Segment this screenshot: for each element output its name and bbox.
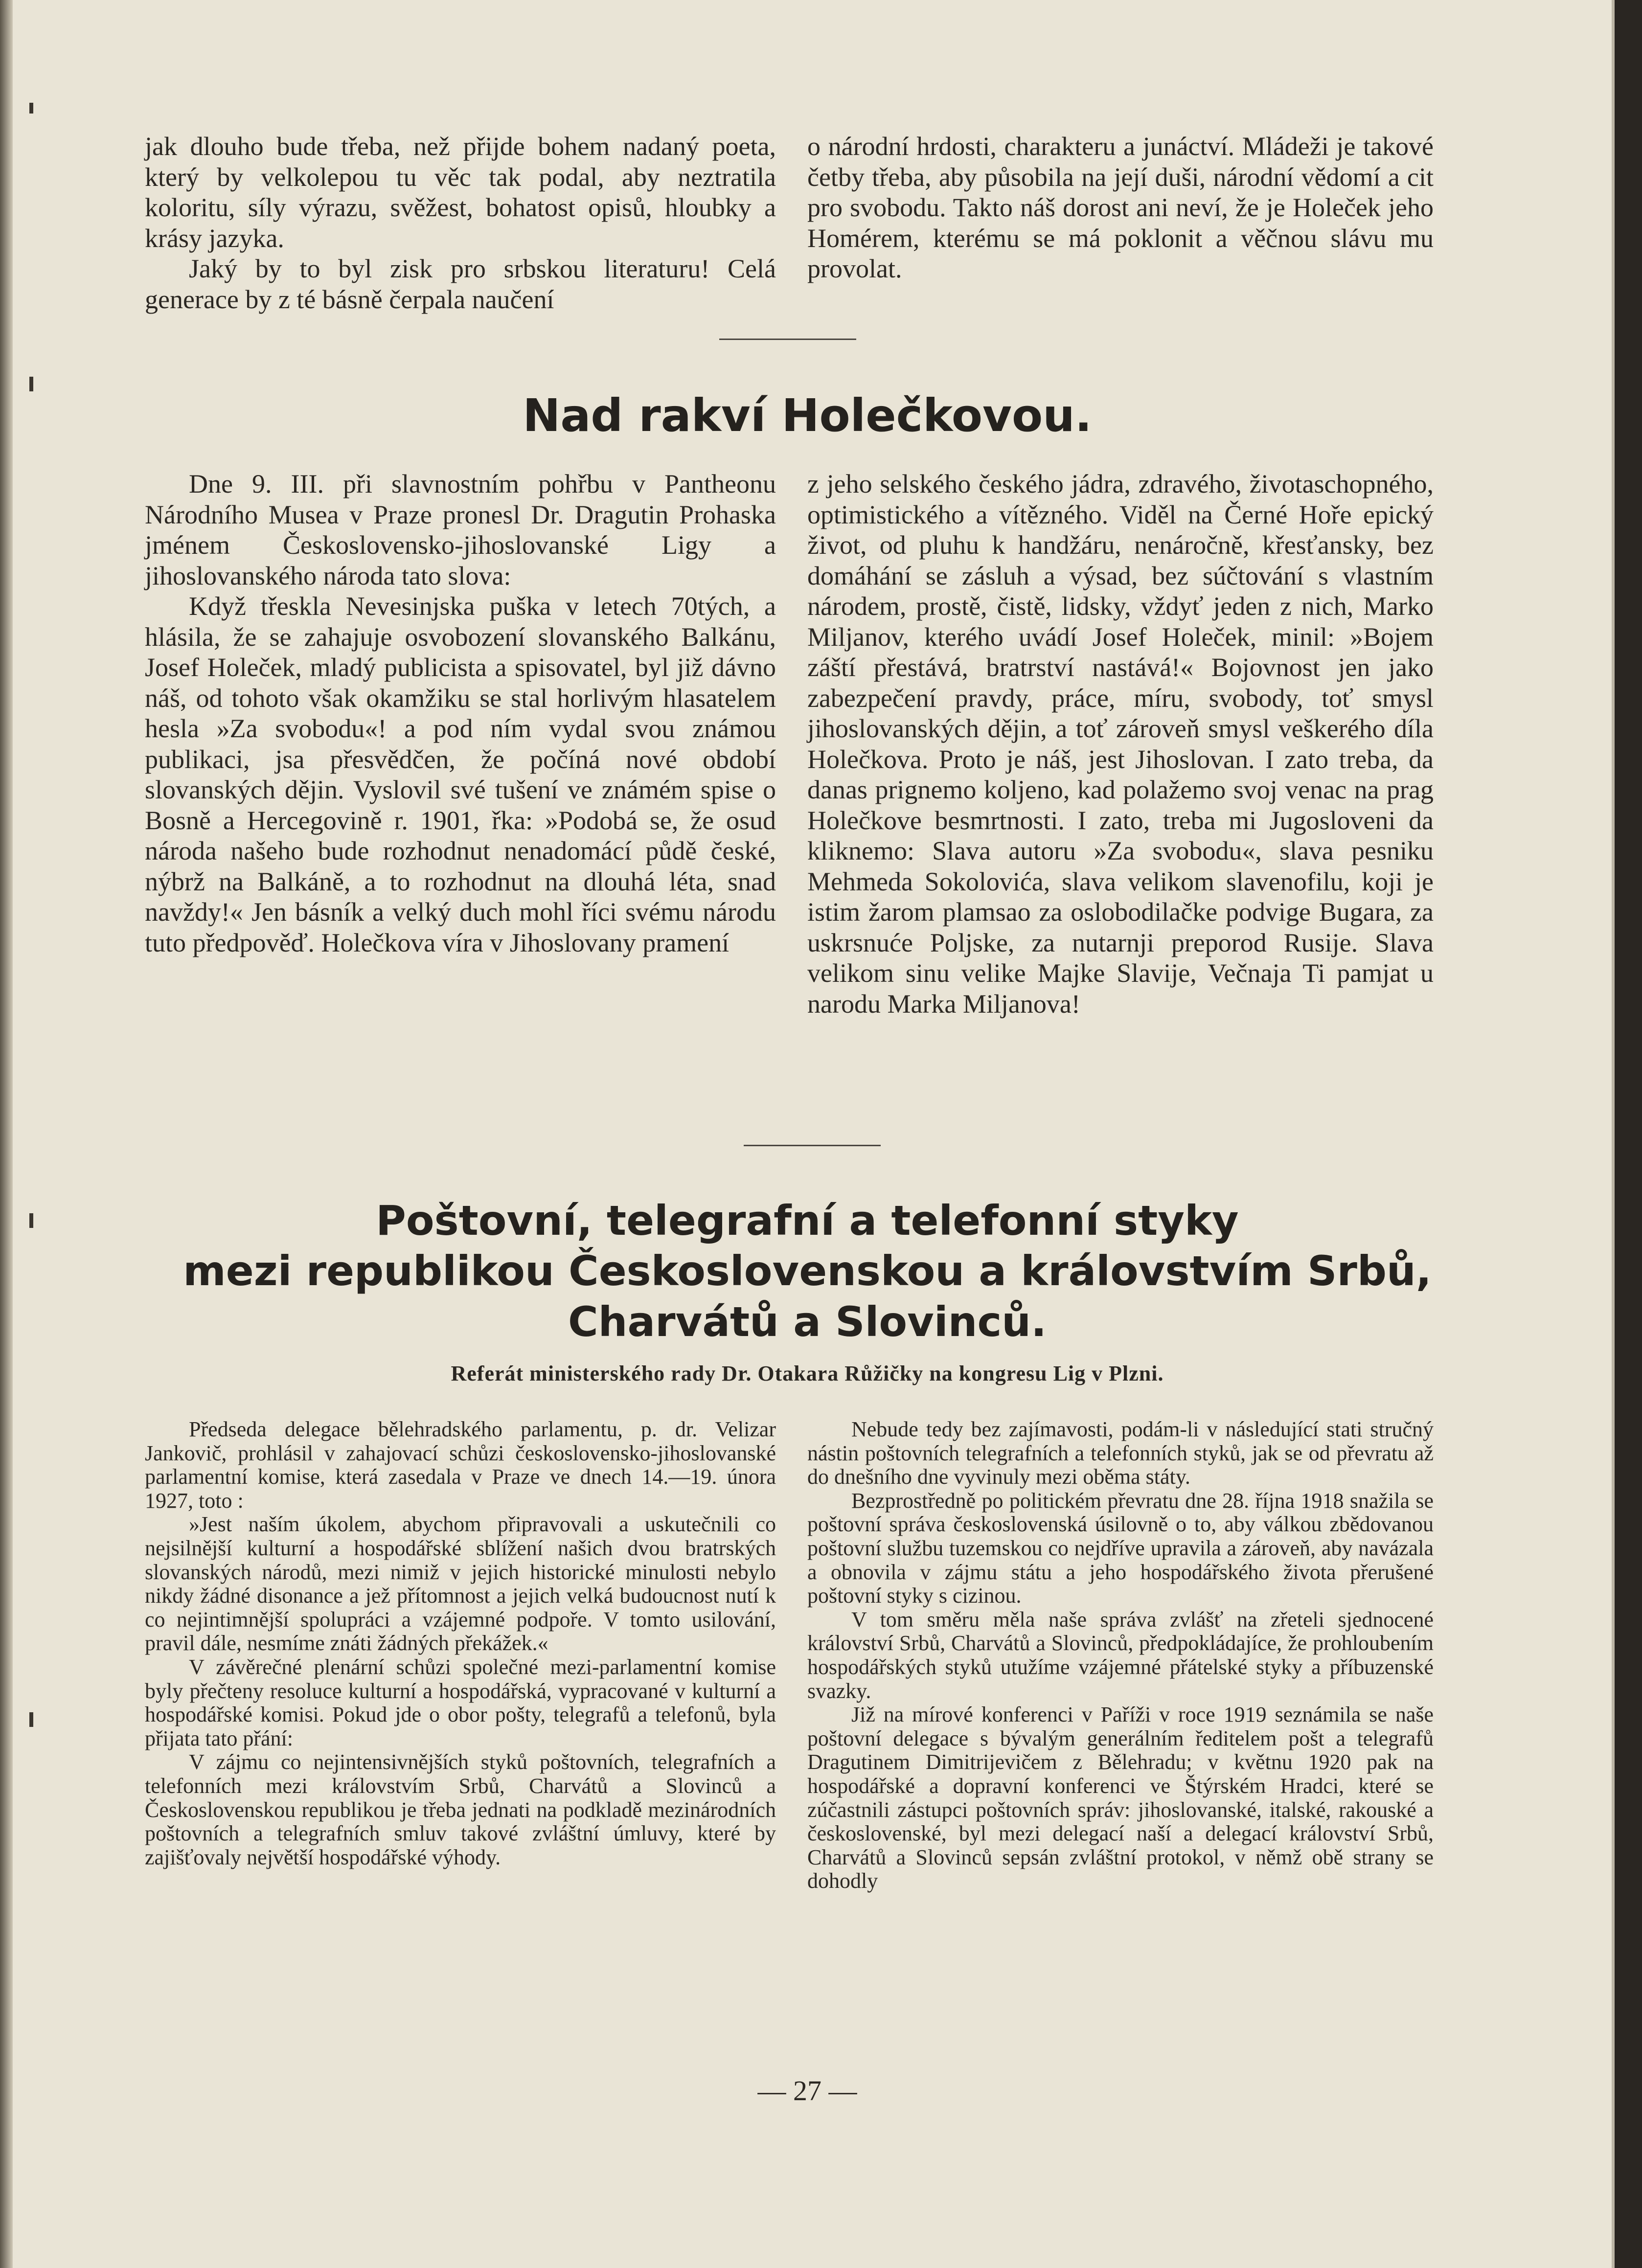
article-title-line-1: Poštovní, telegrafní a telefonní styky — [376, 1197, 1239, 1245]
section2-right-column — [807, 1418, 1434, 1893]
section-divider — [719, 339, 856, 340]
margin-mark — [29, 1712, 33, 1727]
paragraph: o národní hrdosti, charakteru a junáctví. Mládeži je takové četby třeba, aby působila na její duši, národní vědomí a cit pro svobodu. Takto náš dorost ani neví, že je Holeček jeho Homérem, kterému se má poklonit a věčnou slávu mu provolat. — [807, 132, 1434, 283]
page-number: — 27 — — [757, 2075, 857, 2107]
paragraph: »Jest naším úkolem, abychom připravovali a uskutečnili co nejsilnější kulturní a hospodářské sblížení našich dvou bratrských slovanských národů, mezi nimiž v jejich historické minulosti nebylo nikdy žádné disonance a jež přítomnost a jejich velká budoucnost nutí k co nejintimnější spolupráci a vzájemné podpoře. V tomto usilování, pravil dále, nesmíme znáti žádných překážek.« — [145, 1512, 776, 1656]
section2-left-column — [145, 1418, 776, 1869]
paragraph: V zájmu co nejintensivnějších styků poštovních, telegrafních a telefonních mezi královstvím Srbů, Charvátů a Slovinců a Československou republikou je třeba jednati na podkladě mezinárodních poštovních a telegrafních smluv takové zvláštní úmluvy, které by zajišťovaly největší hospodářské výhody. — [145, 1750, 776, 1869]
margin-mark — [29, 103, 33, 113]
section1-left-column — [145, 469, 776, 958]
paragraph: Bezprostředně po politickém převratu dne 28. října 1918 snažila se poštovní správa československá úsilovně o to, aby válkou zbědovanou poštovní službu tuzemskou co nejdříve upravila a zároveň, aby navázala a obnovila v zájmu státu a jeho hospodářského života přerušené poštovní styky s cizinou. — [807, 1488, 1434, 1608]
paragraph: z jeho selského českého jádra, zdravého, životaschopného, optimistického a vítězného. Viděl na Černé Hoře epický život, od pluhu k handžáru, nenáročně, křesťansky, bez domáhání se zásluh a výsad, bez súčtování s vlastním národem, prostě, čistě, lidsky, vždyť jeden z nich, Marko Miljanov, kterého uvádí Josef Holeček, minil: »Bojem záští přestává, bratrství nastává!« Bojovnost jen jako zabezpečení pravdy, práce, míru, svobody, toť smysl jihoslovanských dějin, a toť zároveň smysl veškerého díla Holečkova. Proto je náš, jest Jihoslovan. I zato treba, da danas prignemo koljeno, kad polažemo svoj venac na prag Holečkove besmrtnosti. I zato, treba mi Jugosloveni da kliknemo: Slava autoru »Za svobodu«, slava pesniku Mehmeda Sokolovića, slava velikom slavenofilu, koji je istim žarom plamsao za oslobodilačke podvige Bugara, za uskrsnuće Poljske, za nutarnji preporod Rusije. Slava velikom sinu velike Majke Slavije, Večnaja Ti pamjat u narodu Marka Miljanova! — [807, 469, 1434, 1019]
section-title-holecek: Nad rakví Holečkovou. — [523, 389, 1092, 442]
paragraph: Již na mírové konferenci v Paříži v roce 1919 seznámila se naše poštovní delegace s bývalým generálním ředitelem pošt a telegrafů Dragutinem Dimitrijevičem z Bělehradu; v květnu 1920 pak na hospodářské a dopravní konferenci ve Štýrském Hradci, které se zúčastnili zástupci poštovních správ: jihoslovanské, italské, rakouské a československé, byl mezi delegací naší a delegací království Srbů, Charvátů a Slovinců sepsán zvláštní protokol, v němž obě strany se dohodly — [807, 1702, 1434, 1893]
top-left-column — [145, 131, 776, 315]
paragraph: V závěrečné plenární schůzi společné mezi-parlamentní komise byly přečteny resoluce kulturní a hospodářská, vypracované v kulturní a hospodářské komisi. Pokud jde o obor pošty, telegrafů a telefonů, byla přijata tato přání: — [145, 1655, 776, 1750]
paragraph: Když třeskla Nevesinjska puška v letech 70tých, a hlásila, že se zahajuje osvobození slovanského Balkánu, Josef Holeček, mladý publicista a spisovatel, byl již dávno náš, od tohoto však okamžiku se stal horlivým hlasatelem hesla »Za svobodu«! a pod ním vydal svou známou publikaci, jsa přesvědčen, že počíná nové období slovanských dějin. Vyslovil své tušení ve známém spise o Bosně a Hercegovině r. 1901, řka: »Podobá se, že osud národa našeho bude rozhodnut nenadomácí půdě české, nýbrž na Balkáně, a to rozhodnut na dlouhá léta, snad navždy!« Jen básník a velký duch mohl říci svému národu tuto předpověď. Holečkova víra v Jihoslovany pramení — [145, 591, 776, 957]
article-title-line-3: Charvátů a Slovinců. — [568, 1298, 1047, 1346]
paragraph: V tom směru měla naše správa zvlášť na zřeteli sjednocené království Srbů, Charvátů a Slovinců, předpokládajíce, že prohloubením hospodářských styků utužíme vzájemné přátelské styky a příbuzenské svazky. — [807, 1607, 1434, 1703]
paragraph: Předseda delegace bělehradského parlamentu, p. dr. Velizar Jankovič, prohlásil v zahajovací schůzi československo-jihoslovanské parlamentní komise, která zasedala v Praze ve dnech 14.—19. února 1927, toto : — [145, 1417, 776, 1513]
page-spine-shadow — [0, 0, 13, 2268]
paragraph: Nebude tedy bez zajímavosti, podám-li v následující stati stručný nástin poštovních telegrafních a telefonních styků, jak se od převratu až do dnešního dne vyvinuly mezi oběma státy. — [807, 1417, 1434, 1489]
top-right-column — [807, 131, 1434, 284]
paragraph: Jaký by to byl zisk pro srbskou literaturu! Celá generace by z té básně čerpala naučení — [145, 254, 776, 314]
article-title-line-2: mezi republikou Československou a královstvím Srbů, — [183, 1247, 1432, 1295]
section-divider — [744, 1145, 881, 1146]
paragraph: Dne 9. III. při slavnostním pohřbu v Pantheonu Národního Musea v Praze pronesl Dr. Dragutin Prohaska jménem Československo-jihoslovanské Ligy a jihoslovanského národa tato slova: — [145, 469, 776, 590]
article-subtitle: Referát ministerského rady Dr. Otakara Růžičky na kongresu Lig v Plzni. — [451, 1361, 1164, 1385]
section1-right-column — [807, 469, 1434, 1019]
paragraph: jak dlouho bude třeba, než přijde bohem nadaný poeta, který by velkolepou tu věc tak podal, aby neztratila koloritu, síly výrazu, svěžest, bohatost opisů, hloubky a krásy jazyka. — [145, 132, 776, 253]
